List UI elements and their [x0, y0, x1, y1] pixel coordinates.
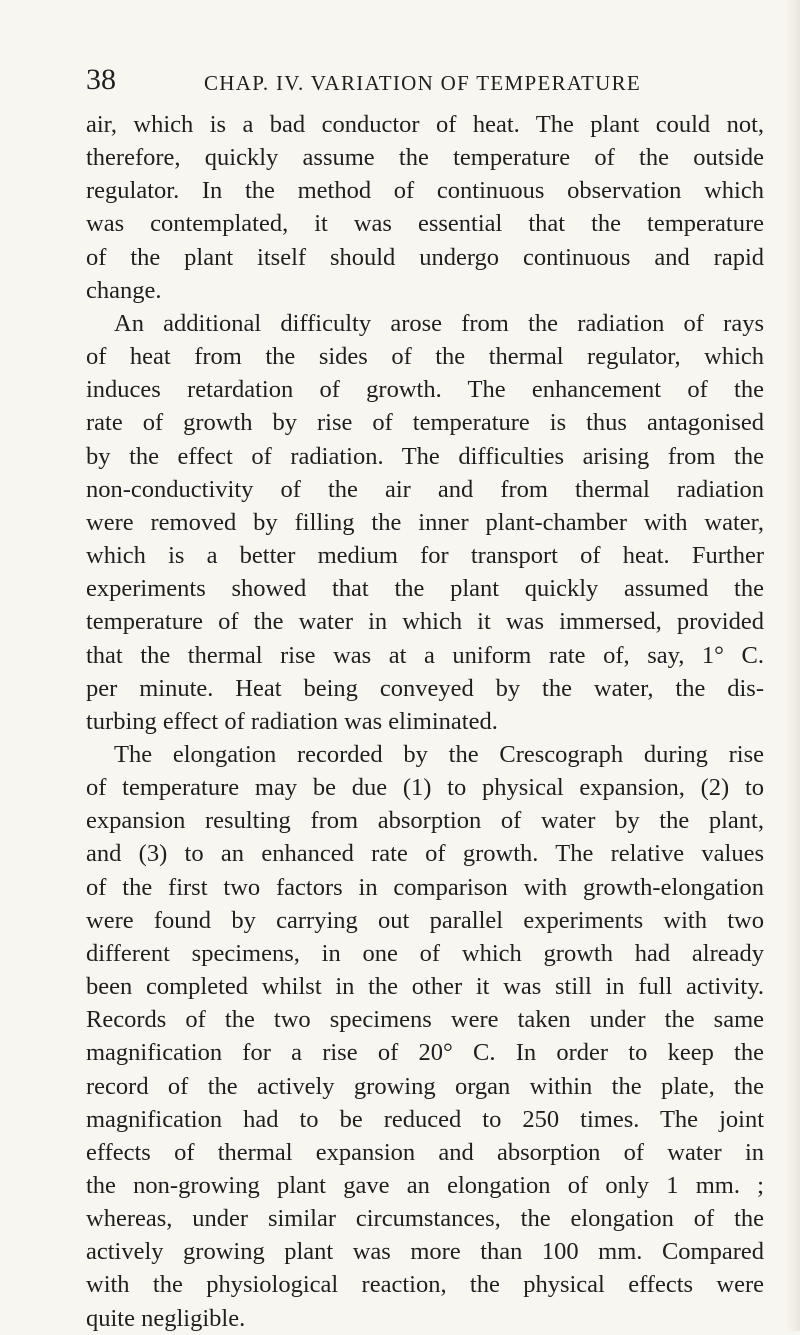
text-line: of temperature may be due (1) to physical expansion, (2) to [86, 774, 764, 802]
text-line: whereas, under similar circumstances, the elongation of the [86, 1205, 764, 1233]
text-line: An additional difficulty arose from the radiation of rays [114, 309, 764, 337]
text-line: been completed whilst in the other it was still in full activity. [86, 973, 764, 1001]
paragraph [86, 307, 764, 738]
text-line: different specimens, in one of which growth had already [86, 939, 764, 967]
text-line: by the effect of radiation. The difficulties arising from the [86, 442, 764, 470]
text-line: was contemplated, it was essential that the temperature [86, 210, 764, 238]
text-line: with the physiological reaction, the physical effects were [86, 1271, 764, 1299]
text-line: of heat from the sides of the thermal regulator, which [86, 343, 764, 371]
text-line: per minute. Heat being conveyed by the water, the dis- [86, 674, 764, 702]
text-line: magnification had to be reduced to 250 times. The joint [86, 1105, 764, 1133]
text-line: and (3) to an enhanced rate of growth. The relative values [86, 840, 764, 868]
body-text [86, 108, 764, 1335]
text-line: regulator. In the method of continuous observation which [86, 177, 764, 205]
paragraph [86, 108, 764, 307]
text-line: expansion resulting from absorption of water by the plant, [86, 807, 764, 835]
page-header [86, 62, 766, 102]
text-line: non-conductivity of the air and from thermal radiation [86, 475, 764, 503]
text-line: were removed by filling the inner plant-chamber with water, [86, 508, 764, 536]
text-line: turbing effect of radiation was eliminated. [86, 707, 498, 735]
running-head: CHAP. IV. VARIATION OF TEMPERATURE [204, 71, 642, 95]
paragraph [86, 738, 764, 1335]
text-line: experiments showed that the plant quickly assumed the [86, 575, 764, 603]
text-line: induces retardation of growth. The enhancement of the [86, 376, 764, 404]
text-line: which is a better medium for transport of heat. Further [86, 542, 764, 570]
text-line: actively growing plant was more than 100 mm. Compared [86, 1238, 764, 1266]
text-line: temperature of the water in which it was immersed, provided [86, 608, 764, 636]
text-line: magnification for a rise of 20° C. In order to keep the [86, 1039, 764, 1067]
text-line: Records of the two specimens were taken under the same [86, 1006, 764, 1034]
text-line: therefore, quickly assume the temperature of the outside [86, 144, 764, 172]
text-line: quite negligible. [86, 1304, 246, 1332]
text-line: record of the actively growing organ within the plate, the [86, 1072, 764, 1100]
text-line: rate of growth by rise of temperature is thus antagonised [86, 409, 764, 437]
page-number: 38 [86, 63, 116, 96]
page-edge-shadow [786, 0, 800, 1331]
text-line: The elongation recorded by the Crescograph during rise [114, 740, 764, 768]
text-line: of the first two factors in comparison with growth-elongation [86, 873, 764, 901]
text-line: of the plant itself should undergo continuous and rapid [86, 243, 764, 271]
text-line: effects of thermal expansion and absorption of water in [86, 1138, 764, 1166]
text-line: that the thermal rise was at a uniform rate of, say, 1° C. [86, 641, 764, 669]
text-line: the non-growing plant gave an elongation of only 1 mm. ; [86, 1172, 764, 1199]
text-line: change. [86, 276, 162, 304]
text-line: air, which is a bad conductor of heat. The plant could not, [86, 111, 764, 138]
text-line: were found by carrying out parallel experiments with two [86, 906, 764, 934]
